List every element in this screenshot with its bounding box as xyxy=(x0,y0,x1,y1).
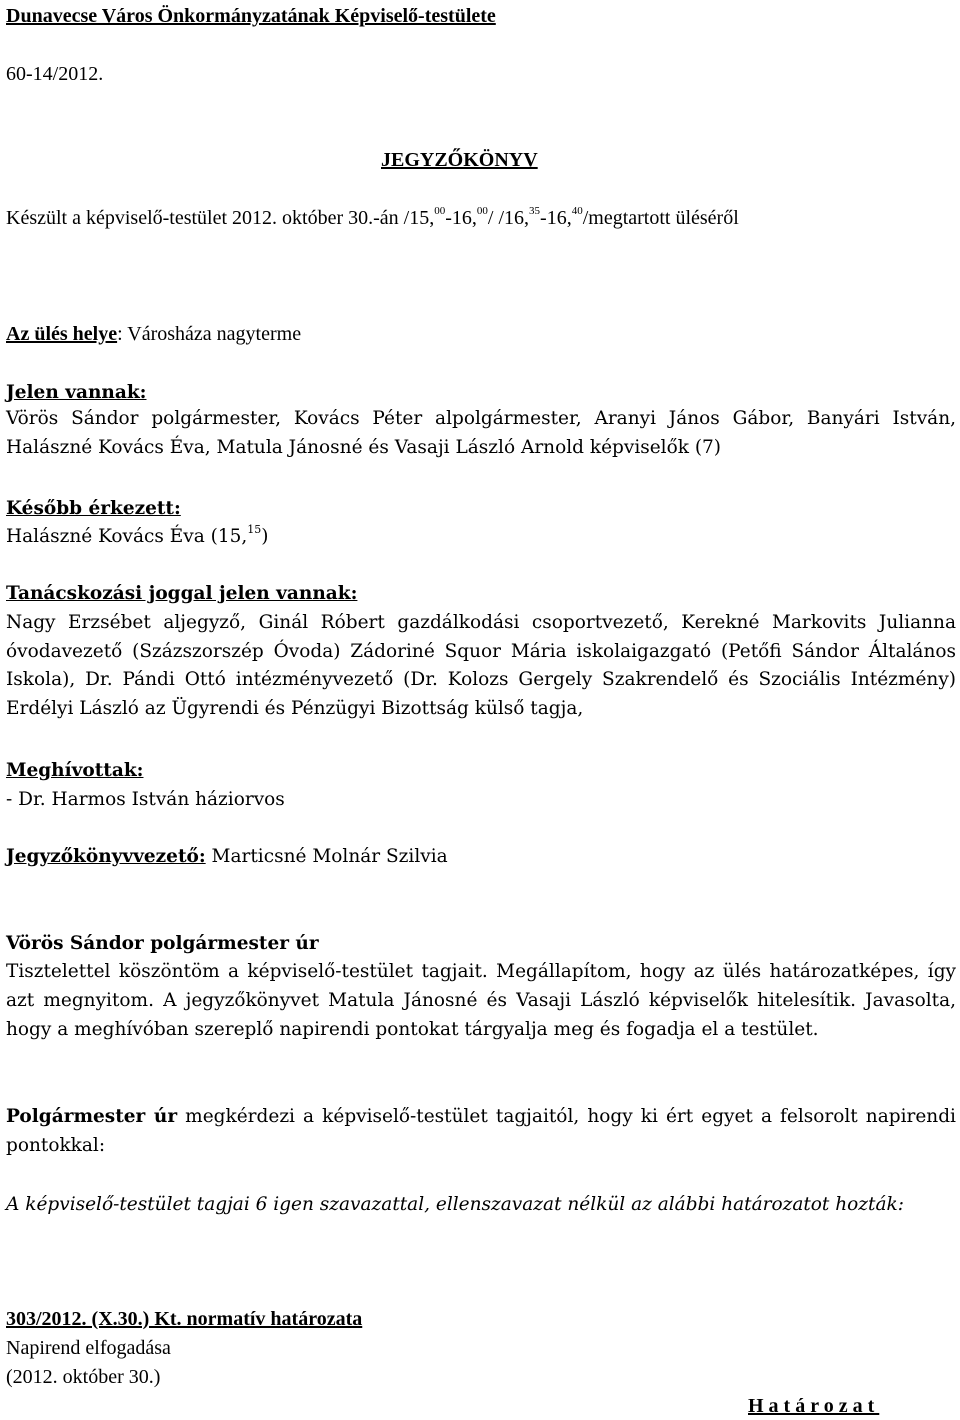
mayor-speech: Tisztelettel köszöntöm a képviselő-testület tagjait. Megállapítom, hogy az ülés határozatképes, így azt megnyitom. A jegyzőkönyvet Matula Jánosné és Vasaji László képviselők hitelesítik. Javasolta, hogy a meghívóban szereplő napirendi pontokat tárgyalja meg és fogadja el a testület. xyxy=(6,961,956,1040)
resolution-heading: Határozat xyxy=(748,1395,880,1417)
resolution-subject: Napirend elfogadása xyxy=(6,1337,171,1359)
late-label: Később érkezett: xyxy=(6,498,181,519)
reference-number: 60-14/2012. xyxy=(6,63,104,85)
recorder-label: Jegyzőkönyvvezető: xyxy=(6,846,206,867)
meeting-description: Készült a képviselő-testület 2012. október 30.-án /15,00-16,00/ /16,35-16,40/megtartott üléséről xyxy=(6,205,739,229)
mayor-label: Vörös Sándor polgármester úr xyxy=(6,933,319,954)
invited-item: - Dr. Harmos István háziorvos xyxy=(6,789,285,810)
council-name: Dunavecse Város Önkormányzatának Képviselő-testülete xyxy=(6,5,496,27)
recorder: Jegyzőkönyvvezető: Marticsné Molnár Szilvia xyxy=(6,846,448,867)
venue-label: Az ülés helye xyxy=(6,323,118,345)
document-title: JEGYZŐKÖNYV xyxy=(381,149,538,171)
advisory-label: Tanácskozási joggal jelen vannak: xyxy=(6,583,358,604)
late-text: Halászné Kovács Éva (15,15) xyxy=(6,522,269,547)
advisory-text: Nagy Erzsébet aljegyző, Ginál Róbert gazdálkodási csoportvezető, Kerekné Markovits Julianna óvodavezető (Százszorszép Óvoda) Zádoriné Squor Mária iskolaigazgató (Petőfi Sándor Általános Iskola), Dr. Pándi Ottó intézményvezető (Dr. Kolozs Gergely Szakrendelő és Szociális Intézmény) Erdélyi László az Ügyrendi és Pénzügyi Bizottság külső tagja, xyxy=(6,612,956,719)
vote-result: A képviselő-testület tagjai 6 igen szavazattal, ellenszavazat nélkül az alábbi határozatot hozták: xyxy=(6,1194,904,1215)
meeting-venue: Az ülés helye: Városháza nagyterme xyxy=(6,323,302,345)
present-label: Jelen vannak: xyxy=(6,382,147,403)
mayor-question: Polgármester úr megkérdezi a képviselő-testület tagjaitól, hogy ki ért egyet a felsorolt napirendi pontokkal: xyxy=(6,1106,956,1156)
invited-label: Meghívottak: xyxy=(6,760,144,781)
resolution-number: 303/2012. (X.30.) Kt. normatív határozata xyxy=(6,1308,363,1330)
resolution-date: (2012. október 30.) xyxy=(6,1366,161,1388)
present-text: Vörös Sándor polgármester, Kovács Péter alpolgármester, Aranyi János Gábor, Banyári István, Halászné Kovács Éva, Matula Jánosné és Vasaji László Arnold képviselők (7) xyxy=(6,408,956,458)
